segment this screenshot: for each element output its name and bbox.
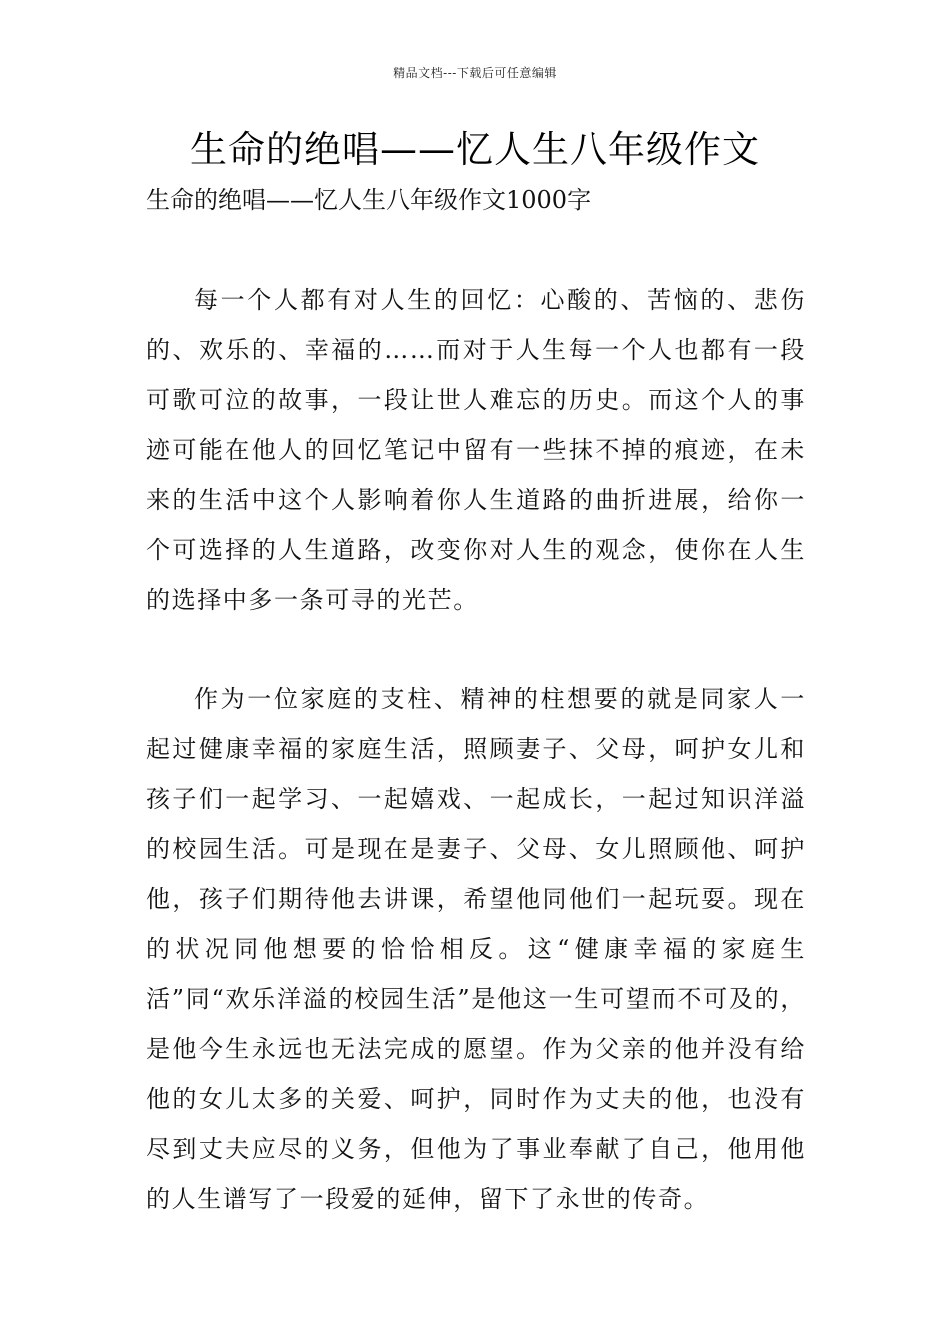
document-subtitle: 生命的绝唱——忆人生八年级作文1000字 (146, 186, 592, 214)
paragraph-2-block (146, 674, 806, 1224)
header-note: 精品文档---下载后可任意编辑 (393, 66, 557, 80)
paragraph: 作为一位家庭的支柱、精神的柱想要的就是同家人一起过健康幸福的家庭生活，照顾妻子、父母，呵护女儿和孩子们一起学习、一起嬉戏、一起成长，一起过知识洋溢的校园生活。可是现在是妻子、父母、女儿照顾他、呵护他，孩子们期待他去讲课，希望他同他们一起玩耍。现在的状况同他想要的恰恰相反。这“健康幸福的家庭生活”同“欢乐洋溢的校园生活”是他这一生可望而不可及的，是他今生永远也无法完成的愿望。作为父亲的他并没有给他的女儿太多的关爱、呵护，同时作为丈夫的他，也没有尽到丈夫应尽的义务，但他为了事业奉献了自己，他用他的人生谱写了一段爱的延伸，留下了永世的传奇。 (146, 685, 806, 1213)
paragraph: 每一个人都有对人生的回忆：心酸的、苦恼的、悲伤的、欢乐的、幸福的……而对于人生每一个人也都有一段可歌可泣的故事，一段让世人难忘的历史。而这个人的事迹可能在他人的回忆笔记中留有一些抹不掉的痕迹，在未来的生活中这个人影响着你人生道路的曲折进展，给你一个可选择的人生道路，改变你对人生的观念，使你在人生的选择中多一条可寻的光芒。 (146, 286, 806, 614)
document-title: 生命的绝唱——忆人生八年级作文 (190, 128, 760, 171)
paragraph-1-block (146, 275, 806, 625)
